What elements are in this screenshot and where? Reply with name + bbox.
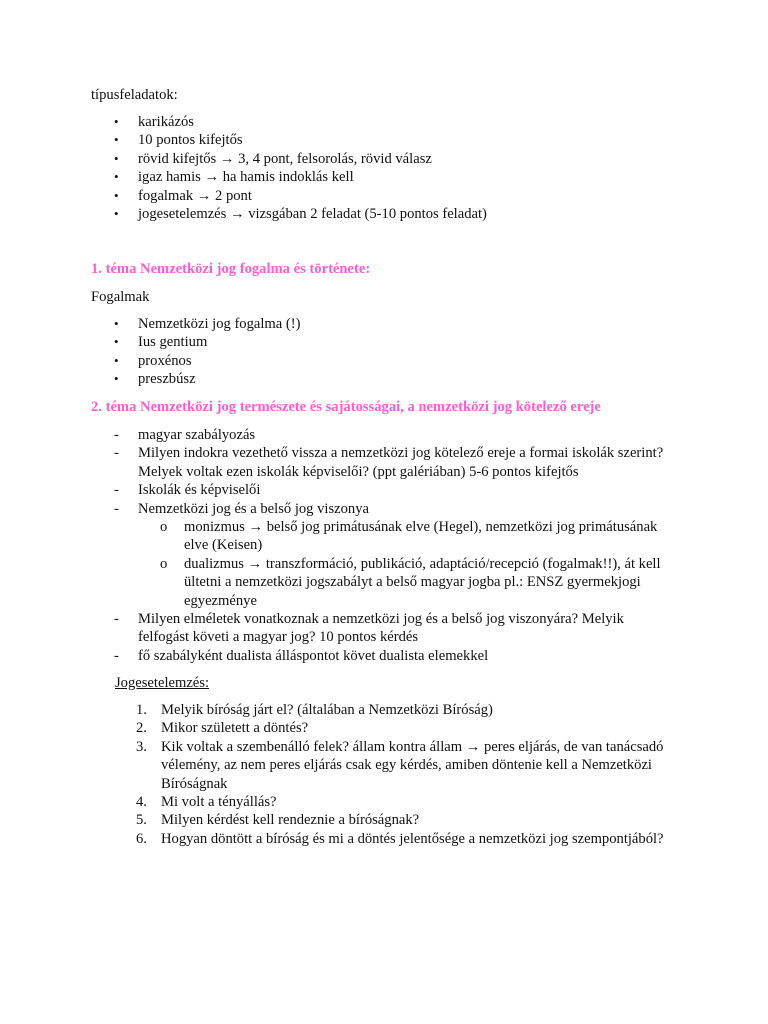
list-number: 3. xyxy=(136,738,147,755)
list-item: 4. Mi volt a tényállás? xyxy=(136,794,277,811)
list-item: 3. Kik voltak a szembenálló felek? állam kontra állam → peres eljárás, de van tanácsadó vélemény, az nem peres eljárás csak egy kérdés, amiben döntenie kell a Nemzetközi Bíróságnak xyxy=(136,738,664,792)
topic1-heading: 1. téma Nemzetközi jog fogalma és története: xyxy=(91,261,371,277)
list-item: o dualizmus → transzformáció, publikáció, adaptáció/recepció (fogalmak!!), át kell ültetni a nemzetközi jogszabályt a belső magyar jogba pl.: ENSZ gyermekjogi egyezménye xyxy=(160,555,661,609)
list-item: • Nemzetközi jog fogalma (!) xyxy=(114,316,301,332)
dash-icon: - xyxy=(114,427,119,443)
topic2-heading: 2. téma Nemzetközi jog természete és sajátosságai, a nemzetközi jog kötelező ereje xyxy=(91,399,601,415)
circle-bullet-icon: o xyxy=(160,555,168,572)
list-number: 1. xyxy=(136,702,147,718)
bullet-icon: • xyxy=(114,352,119,368)
list-item: • preszbúsz xyxy=(114,371,196,388)
list-item: - Milyen indokra vezethető vissza a nemzetközi jog kötelező ereje a formai iskolák szerint? Melyek voltak ezen iskolák képviselői? (ppt galériában) 5-6 pontos kifejtős xyxy=(114,445,664,480)
list-number: 6. xyxy=(136,830,147,847)
list-item: • 10 pontos kifejtős xyxy=(114,132,243,149)
topic1-list xyxy=(91,315,691,389)
list-item: o monizmus → belső jog primátusának elve (Hegel), nemzetközi jog primátusának elve (Keisen) xyxy=(160,519,658,554)
list-item: 1. Melyik bíróság járt el? (általában a Nemzetközi Bíróság) xyxy=(136,702,493,718)
list-item: - fő szabályként dualista álláspontot követ dualista elemekkel xyxy=(114,647,489,664)
list-number: 2. xyxy=(136,720,147,737)
list-item: 5. Milyen kérdést kell rendeznie a bíróságnak? xyxy=(136,812,420,829)
topic1-sub-label: Fogalmak xyxy=(91,289,150,305)
case-label: Jogesetelemzés: xyxy=(115,675,210,691)
bullet-icon: • xyxy=(114,206,119,222)
dash-icon: - xyxy=(114,647,119,664)
list-item: • igaz hamis → ha hamis indoklás kell xyxy=(114,169,354,186)
list-item: • rövid kifejtős → 3, 4 pont, felsorolás, rövid válasz xyxy=(114,150,432,167)
dash-icon: - xyxy=(114,482,119,499)
list-item: - Nemzetközi jog és a belső jog viszonya xyxy=(114,500,370,517)
list-item: • proxénos xyxy=(114,352,192,369)
topic2-list xyxy=(91,426,676,665)
list-number: 5. xyxy=(136,812,147,829)
list-number: 4. xyxy=(136,794,147,811)
list-item: 6. Hogyan döntött a bíróság és mi a döntés jelentősége a nemzetközi jog szempontjából? xyxy=(136,830,664,847)
case-list xyxy=(91,701,676,848)
bullet-icon: • xyxy=(114,132,119,148)
list-item: • Ius gentium xyxy=(114,334,208,351)
bullet-icon: • xyxy=(114,187,119,203)
list-item: • fogalmak → 2 pont xyxy=(114,187,252,204)
dash-icon: - xyxy=(114,445,119,462)
bullet-icon: • xyxy=(114,334,119,350)
circle-bullet-icon: o xyxy=(160,519,168,536)
intro-list xyxy=(91,113,691,223)
dash-icon: - xyxy=(114,500,119,517)
list-item: • jogesetelemzés → vizsgában 2 feladat (5-10 pontos feladat) xyxy=(114,206,487,223)
bullet-icon: • xyxy=(114,150,119,166)
list-item: 2. Mikor született a döntés? xyxy=(136,720,309,737)
list-item: - magyar szabályozás xyxy=(114,427,256,443)
list-item: - Iskolák és képviselői xyxy=(114,482,261,499)
intro-label: típusfeladatok: xyxy=(91,87,178,103)
bullet-icon: • xyxy=(114,169,119,185)
bullet-icon: • xyxy=(114,316,119,331)
list-item: • karikázós xyxy=(114,114,194,130)
bullet-icon: • xyxy=(114,371,119,387)
bullet-icon: • xyxy=(114,114,119,129)
dash-icon: - xyxy=(114,611,119,628)
list-item: - Milyen elméletek vonatkoznak a nemzetközi jog és a belső jog viszonyára? Melyik felfogást követi a magyar jog? 10 pontos kérdés xyxy=(114,611,624,646)
